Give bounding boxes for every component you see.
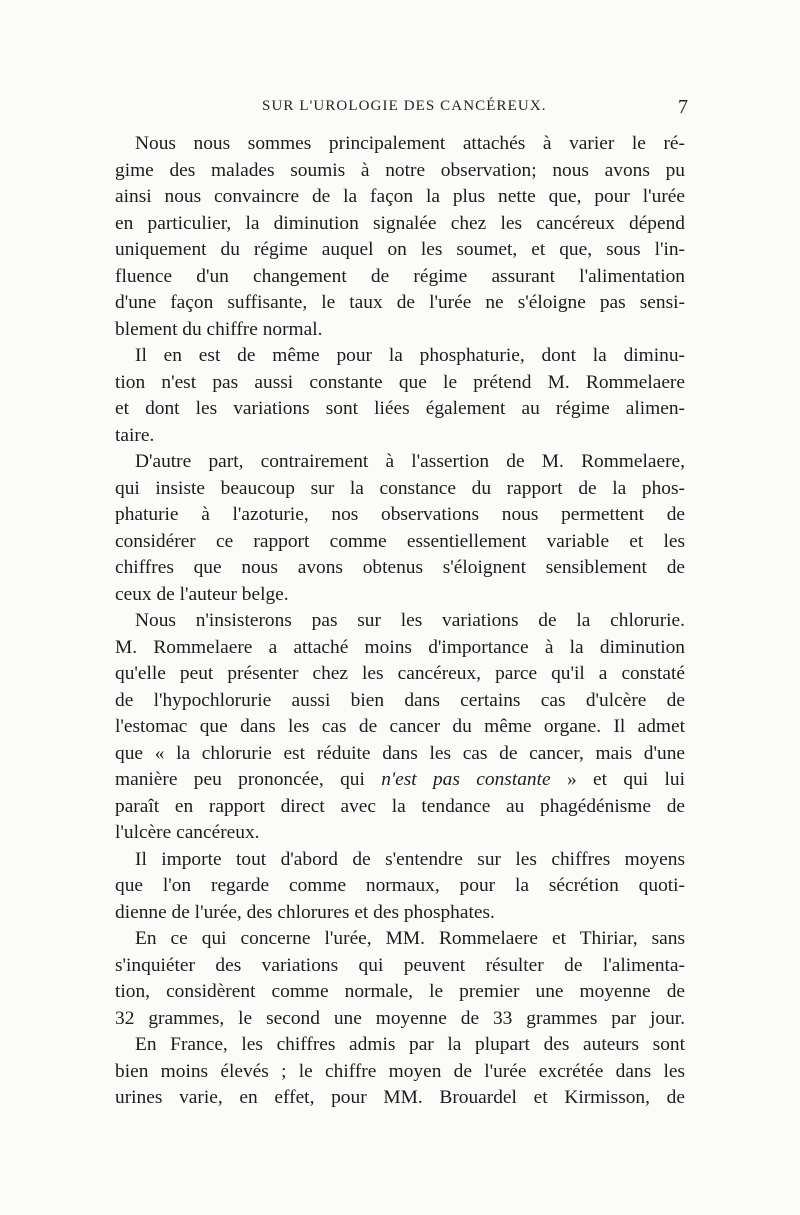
text-line: En France, les chiffres admis par la plupart des auteurs sont xyxy=(135,1034,685,1055)
running-head xyxy=(112,98,688,122)
text-line: Il importe tout d'abord de s'entendre sur les chiffres moyens xyxy=(135,848,685,870)
text-line: que « la chlorurie est réduite dans les cas de cancer, mais d'une xyxy=(115,742,685,764)
text-line: considérer ce rapport comme essentiellement variable et les xyxy=(115,530,685,552)
text-line: ceux de l'auteur belge. xyxy=(115,583,289,605)
page-number: 7 xyxy=(678,96,688,118)
text-line: l'ulcère cancéreux. xyxy=(115,822,260,843)
body-text xyxy=(115,131,685,1112)
text-line: uniquement du régime auquel on les soumet, et que, sous l'in- xyxy=(115,239,685,260)
text-line: dienne de l'urée, des chlorures et des phosphates. xyxy=(115,901,495,923)
text-line: chiffres que nous avons obtenus s'éloignent sensiblement de xyxy=(115,557,685,578)
text-line: en particulier, la diminution signalée chez les cancéreux dépend xyxy=(115,212,685,234)
text-line: gime des malades soumis à notre observation; nous avons pu xyxy=(115,159,685,181)
text-line: qu'elle peut présenter chez les cancéreux, parce qu'il a constaté xyxy=(115,663,685,684)
text-line: bien moins élevés ; le chiffre moyen de l'urée excrétée dans les xyxy=(115,1060,685,1082)
text-line: Il en est de même pour la phosphaturie, dont la diminu- xyxy=(135,345,685,366)
text-segment: manière peu prononcée, qui xyxy=(115,769,365,790)
text-line: que l'on regarde comme normaux, pour la sécrétion quoti- xyxy=(115,875,685,896)
text-line: tion, considèrent comme normale, le premier une moyenne de xyxy=(115,981,685,1002)
text-line-with-italic xyxy=(115,767,685,794)
text-line: D'autre part, contrairement à l'assertion de M. Rommelaere, xyxy=(135,451,685,472)
text-line: s'inquiéter des variations qui peuvent résulter de l'alimenta- xyxy=(115,954,685,976)
text-line: paraît en rapport direct avec la tendance au phagédénisme de xyxy=(115,795,685,817)
text-line: blement du chiffre normal. xyxy=(115,318,323,340)
text-line: d'une façon suffisante, le taux de l'urée ne s'éloigne pas sensi- xyxy=(115,292,685,313)
text-line: En ce qui concerne l'urée, MM. Rommelaere et Thiriar, sans xyxy=(135,928,685,949)
text-line: fluence d'un changement de régime assurant l'alimentation xyxy=(115,265,685,287)
text-segment: » et qui lui xyxy=(566,769,685,790)
italic-emphasis: n'est pas constante xyxy=(381,769,551,790)
running-title: SUR L'UROLOGIE DES CANCÉREUX. xyxy=(262,98,547,114)
text-line: 32 grammes, le second une moyenne de 33 grammes par jour. xyxy=(115,1007,685,1029)
text-line: Nous n'insisterons pas sur les variations de la chlorurie. xyxy=(135,610,685,631)
text-line: et dont les variations sont liées également au régime alimen- xyxy=(115,398,685,419)
text-line: ainsi nous convaincre de la façon la plus nette que, pour l'urée xyxy=(115,186,685,207)
text-line: M. Rommelaere a attaché moins d'importance à la diminution xyxy=(115,636,685,658)
text-line: urines varie, en effet, pour MM. Brouardel et Kirmisson, de xyxy=(115,1087,685,1108)
text-line: phaturie à l'azoturie, nos observations nous permettent de xyxy=(115,504,685,525)
text-line: l'estomac que dans les cas de cancer du même organe. Il admet xyxy=(115,716,685,737)
text-line: qui insiste beaucoup sur la constance du rapport de la phos- xyxy=(115,477,685,499)
text-line: tion n'est pas aussi constante que le prétend M. Rommelaere xyxy=(115,371,685,393)
text-line: taire. xyxy=(115,424,155,446)
text-line: Nous nous sommes principalement attachés à varier le ré- xyxy=(135,133,685,154)
text-line: de l'hypochlorurie aussi bien dans certains cas d'ulcère de xyxy=(115,689,685,711)
